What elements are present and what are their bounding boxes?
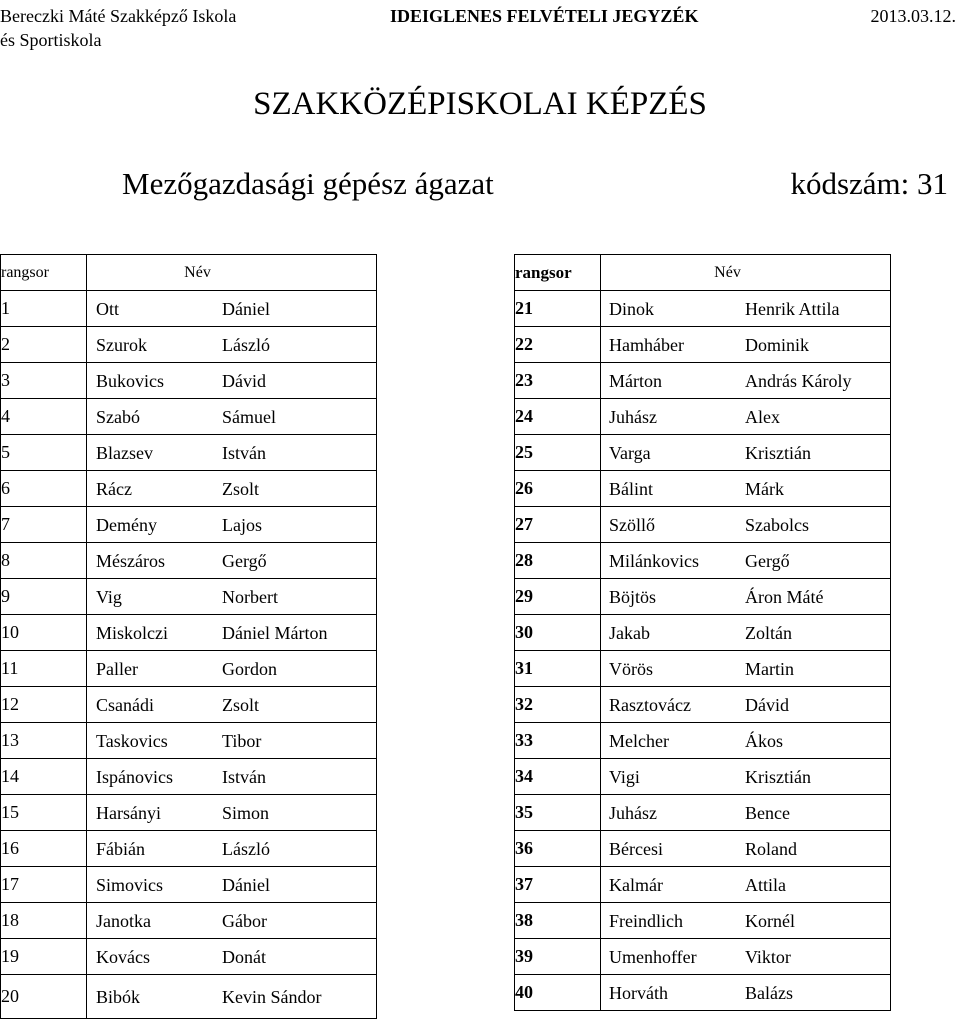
last-name: Bálint xyxy=(609,479,653,499)
rank-cell: 36 xyxy=(515,831,601,867)
table-row xyxy=(1,939,377,975)
table-row xyxy=(1,759,377,795)
rank-cell: 11 xyxy=(1,651,87,687)
name-column-header-label: Név xyxy=(714,263,741,281)
rank-cell: 18 xyxy=(1,903,87,939)
rank-column-header: rangsor xyxy=(1,255,87,291)
rank-cell: 39 xyxy=(515,939,601,975)
table-row xyxy=(1,975,377,1019)
name-cell xyxy=(601,579,891,615)
table-row xyxy=(1,903,377,939)
first-name: Viktor xyxy=(745,947,791,967)
first-name: Attila xyxy=(745,875,786,895)
table-row xyxy=(515,507,891,543)
last-name: Simovics xyxy=(96,875,164,895)
rank-cell: 19 xyxy=(1,939,87,975)
rank-cell: 31 xyxy=(515,651,601,687)
name-cell xyxy=(601,291,891,327)
first-name: Norbert xyxy=(222,587,278,607)
rank-cell: 13 xyxy=(1,723,87,759)
roster-table-left xyxy=(0,254,377,1019)
first-name: Zsolt xyxy=(222,479,260,499)
first-name: Simon xyxy=(222,803,270,823)
rank-cell: 26 xyxy=(515,471,601,507)
last-name: Fábián xyxy=(96,839,145,859)
table-row xyxy=(515,723,891,759)
first-name: László xyxy=(222,839,270,859)
name-cell xyxy=(87,651,377,687)
table-row xyxy=(515,651,891,687)
table-row xyxy=(515,399,891,435)
rank-cell: 17 xyxy=(1,867,87,903)
rank-cell: 8 xyxy=(1,543,87,579)
last-name: Szurok xyxy=(96,335,147,355)
first-name: Gordon xyxy=(222,659,277,679)
rank-cell: 40 xyxy=(515,975,601,1011)
name-cell xyxy=(87,507,377,543)
school-name-line-1: Bereczki Máté Szakképző Iskola xyxy=(0,6,237,26)
name-cell xyxy=(87,615,377,651)
table-row xyxy=(515,939,891,975)
last-name: Varga xyxy=(609,443,651,463)
name-column-header xyxy=(87,255,377,291)
first-name: Kevin Sándor xyxy=(222,987,322,1007)
table-row xyxy=(515,615,891,651)
branch-title: Mezőgazdasági gépész ágazat xyxy=(122,166,494,201)
first-name: István xyxy=(222,443,266,463)
school-name xyxy=(0,4,236,52)
name-cell xyxy=(601,939,891,975)
rank-cell: 30 xyxy=(515,615,601,651)
page-title: SZAKKÖZÉPISKOLAI KÉPZÉS xyxy=(253,86,707,122)
first-name: Dániel Márton xyxy=(222,623,328,643)
rank-cell: 3 xyxy=(1,363,87,399)
rank-cell: 25 xyxy=(515,435,601,471)
roster-table-right xyxy=(514,254,891,1011)
rank-cell: 5 xyxy=(1,435,87,471)
table-row xyxy=(515,831,891,867)
name-cell xyxy=(87,363,377,399)
first-name: Krisztián xyxy=(745,767,811,787)
last-name: Bércesi xyxy=(609,839,663,859)
first-name: Dávid xyxy=(222,371,266,391)
name-cell xyxy=(601,687,891,723)
last-name: Milánkovics xyxy=(609,551,699,571)
rank-cell: 21 xyxy=(515,291,601,327)
table-row xyxy=(515,579,891,615)
rank-cell: 12 xyxy=(1,687,87,723)
rank-cell: 1 xyxy=(1,291,87,327)
last-name: Kalmár xyxy=(609,875,663,895)
table-row xyxy=(515,291,891,327)
rank-cell: 37 xyxy=(515,867,601,903)
name-cell xyxy=(601,435,891,471)
table-row xyxy=(515,795,891,831)
last-name: Márton xyxy=(609,371,662,391)
rank-cell: 28 xyxy=(515,543,601,579)
table-row xyxy=(1,327,377,363)
rank-cell: 22 xyxy=(515,327,601,363)
name-cell xyxy=(87,327,377,363)
table-row xyxy=(515,363,891,399)
table-row xyxy=(1,651,377,687)
last-name: Böjtös xyxy=(609,587,657,607)
first-name: Szabolcs xyxy=(745,515,809,535)
rank-cell: 35 xyxy=(515,795,601,831)
first-name: István xyxy=(222,767,266,787)
table-header-row xyxy=(1,255,377,291)
name-cell xyxy=(87,975,377,1019)
rank-cell: 34 xyxy=(515,759,601,795)
first-name: Martin xyxy=(745,659,794,679)
rank-cell: 7 xyxy=(1,507,87,543)
table-row xyxy=(515,687,891,723)
last-name: Mészáros xyxy=(96,551,165,571)
last-name: Miskolczi xyxy=(96,623,168,643)
table-row xyxy=(1,615,377,651)
name-cell xyxy=(601,759,891,795)
name-cell xyxy=(601,975,891,1011)
last-name: Bukovics xyxy=(96,371,165,391)
first-name: Gábor xyxy=(222,911,267,931)
rank-cell: 6 xyxy=(1,471,87,507)
first-name: Ákos xyxy=(745,731,784,751)
first-name: Kornél xyxy=(745,911,795,931)
rank-cell: 27 xyxy=(515,507,601,543)
name-cell xyxy=(87,399,377,435)
table-row xyxy=(1,867,377,903)
name-cell xyxy=(87,831,377,867)
first-name: Zoltán xyxy=(745,623,792,643)
rank-cell: 2 xyxy=(1,327,87,363)
name-cell xyxy=(87,471,377,507)
rank-cell: 15 xyxy=(1,795,87,831)
table-row xyxy=(1,363,377,399)
first-name: László xyxy=(222,335,270,355)
table-row xyxy=(1,399,377,435)
last-name: Csanádi xyxy=(96,695,154,715)
name-column-header-label: Név xyxy=(184,263,211,281)
first-name: Dániel xyxy=(222,875,270,895)
first-name: Áron Máté xyxy=(745,587,824,607)
first-name: Lajos xyxy=(222,515,262,535)
rank-cell: 4 xyxy=(1,399,87,435)
last-name: Horváth xyxy=(609,983,668,1003)
table-row xyxy=(1,435,377,471)
table-row xyxy=(515,903,891,939)
name-cell xyxy=(601,399,891,435)
last-name: Ispánovics xyxy=(96,767,173,787)
first-name: Henrik Attila xyxy=(745,299,840,319)
last-name: Blazsev xyxy=(96,443,153,463)
name-cell xyxy=(87,867,377,903)
name-cell xyxy=(601,795,891,831)
branch-code: kódszám: 31 xyxy=(790,166,948,201)
last-name: Kovács xyxy=(96,947,150,967)
name-cell xyxy=(87,579,377,615)
rank-cell: 23 xyxy=(515,363,601,399)
table-row xyxy=(1,723,377,759)
document-date: 2013.03.12. xyxy=(870,6,956,26)
first-name: Dániel xyxy=(222,299,270,319)
last-name: Ott xyxy=(96,299,120,319)
name-cell xyxy=(601,543,891,579)
last-name: Vigi xyxy=(609,767,640,787)
last-name: Rasztovácz xyxy=(609,695,691,715)
table-row xyxy=(1,291,377,327)
last-name: Taskovics xyxy=(96,731,168,751)
last-name: Jakab xyxy=(609,623,650,643)
first-name: Sámuel xyxy=(222,407,276,427)
table-row xyxy=(515,975,891,1011)
first-name: Gergő xyxy=(745,551,790,571)
first-name: Márk xyxy=(745,479,784,499)
table-row xyxy=(515,759,891,795)
last-name: Juhász xyxy=(609,407,657,427)
name-cell xyxy=(87,939,377,975)
rank-cell: 33 xyxy=(515,723,601,759)
last-name: Bibók xyxy=(96,987,141,1007)
last-name: Rácz xyxy=(96,479,132,499)
rank-cell: 9 xyxy=(1,579,87,615)
last-name: Vig xyxy=(96,587,122,607)
rank-cell: 38 xyxy=(515,903,601,939)
first-name: Roland xyxy=(745,839,797,859)
table-row xyxy=(1,543,377,579)
document-title: IDEIGLENES FELVÉTELI JEGYZÉK xyxy=(390,6,699,26)
table-row xyxy=(1,471,377,507)
name-cell xyxy=(601,831,891,867)
first-name: Bence xyxy=(745,803,790,823)
table-row xyxy=(515,327,891,363)
name-cell xyxy=(601,507,891,543)
rank-cell: 20 xyxy=(1,975,87,1019)
name-cell xyxy=(601,615,891,651)
first-name: Balázs xyxy=(745,983,793,1003)
name-cell xyxy=(87,723,377,759)
first-name: Alex xyxy=(745,407,780,427)
name-cell xyxy=(87,687,377,723)
last-name: Dinok xyxy=(609,299,654,319)
name-cell xyxy=(87,759,377,795)
table-header-row xyxy=(515,255,891,291)
table-row xyxy=(1,795,377,831)
name-cell xyxy=(601,903,891,939)
rank-cell: 16 xyxy=(1,831,87,867)
name-cell xyxy=(87,795,377,831)
name-column-header xyxy=(601,255,891,291)
last-name: Umenhoffer xyxy=(609,947,697,967)
first-name: András Károly xyxy=(745,371,852,391)
last-name: Juhász xyxy=(609,803,657,823)
first-name: Dávid xyxy=(745,695,789,715)
name-cell xyxy=(601,363,891,399)
name-cell xyxy=(87,435,377,471)
table-row xyxy=(515,543,891,579)
name-cell xyxy=(87,543,377,579)
first-name: Tibor xyxy=(222,731,262,751)
name-cell xyxy=(601,723,891,759)
table-row xyxy=(1,831,377,867)
first-name: Gergő xyxy=(222,551,267,571)
last-name: Demény xyxy=(96,515,157,535)
last-name: Melcher xyxy=(609,731,669,751)
rank-cell: 32 xyxy=(515,687,601,723)
table-row xyxy=(515,471,891,507)
rank-column-header: rangsor xyxy=(515,255,601,291)
school-name-line-2: és Sportiskola xyxy=(0,30,102,50)
last-name: Janotka xyxy=(96,911,151,931)
last-name: Szabó xyxy=(96,407,140,427)
rank-cell: 29 xyxy=(515,579,601,615)
name-cell xyxy=(87,903,377,939)
table-row xyxy=(1,579,377,615)
name-cell xyxy=(601,867,891,903)
table-row xyxy=(1,507,377,543)
last-name: Harsányi xyxy=(96,803,161,823)
table-row xyxy=(515,435,891,471)
name-cell xyxy=(601,651,891,687)
rank-cell: 24 xyxy=(515,399,601,435)
first-name: Zsolt xyxy=(222,695,260,715)
rank-cell: 10 xyxy=(1,615,87,651)
table-row xyxy=(1,687,377,723)
first-name: Krisztián xyxy=(745,443,811,463)
last-name: Freindlich xyxy=(609,911,683,931)
rank-cell: 14 xyxy=(1,759,87,795)
name-cell xyxy=(87,291,377,327)
last-name: Hamháber xyxy=(609,335,684,355)
first-name: Dominik xyxy=(745,335,810,355)
first-name: Donát xyxy=(222,947,266,967)
last-name: Paller xyxy=(96,659,138,679)
table-row xyxy=(515,867,891,903)
last-name: Szöllő xyxy=(609,515,656,535)
last-name: Vörös xyxy=(609,659,653,679)
name-cell xyxy=(601,327,891,363)
name-cell xyxy=(601,471,891,507)
